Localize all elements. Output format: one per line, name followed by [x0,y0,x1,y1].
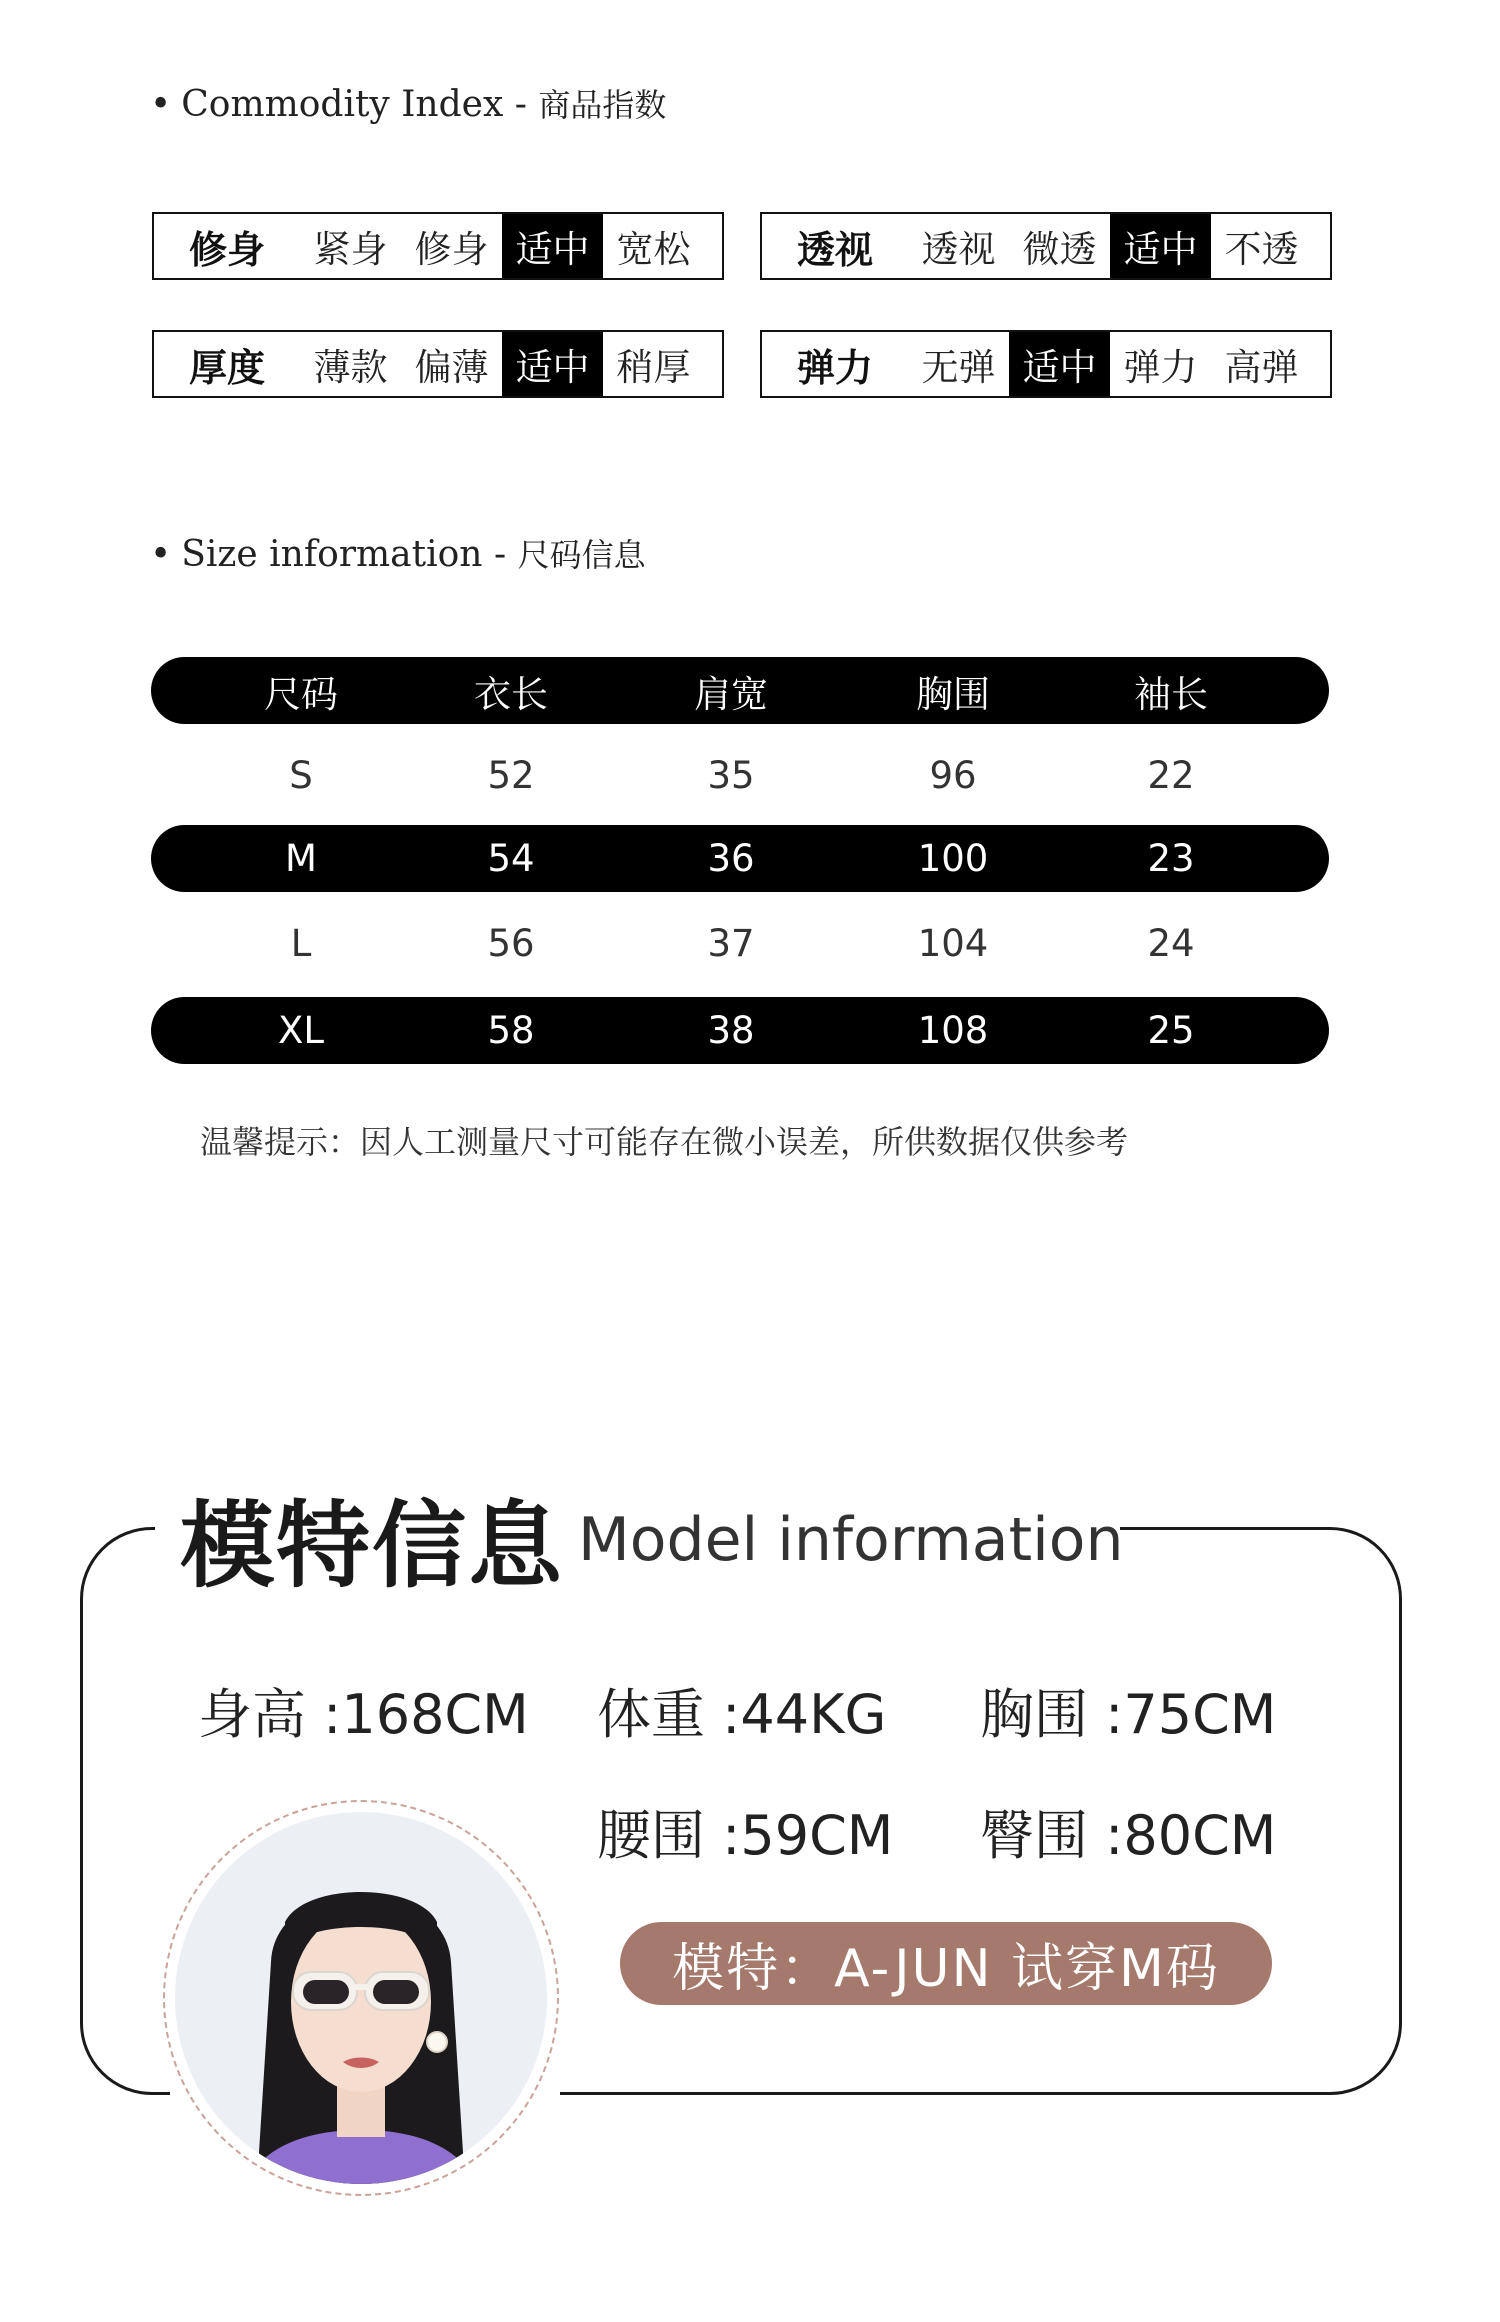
index-option: 高弹 [1224,346,1299,389]
size-cell: S [289,754,313,797]
table-row [151,910,1329,977]
size-cell: 22 [1147,754,1195,797]
size-header-cell: 尺码 [264,672,338,716]
index-thickness-label: 厚度 [188,345,265,390]
table-row [151,997,1329,1064]
model-hip: 臀围 :80CM [980,1804,1277,1867]
size-header-cell: 衣长 [474,672,548,716]
index-option: 不透 [1224,228,1299,271]
size-cell: 96 [929,754,977,797]
size-cell: 35 [707,754,755,797]
size-cell: 52 [487,754,535,797]
index-option: 宽松 [616,228,691,271]
index-fit-label: 修身 [188,227,265,272]
index-option: 薄款 [313,346,388,389]
index-thickness [152,330,724,398]
model-height: 身高 :168CM [198,1683,529,1746]
model-size-tag: 模特：A-JUN 试穿M码 [620,1922,1272,2005]
size-cell: 108 [917,1009,989,1052]
model-waist: 腰围 :59CM [597,1804,894,1867]
index-elasticity-label: 弹力 [796,345,873,390]
size-cell: 24 [1147,922,1195,965]
size-cell: XL [278,1009,324,1052]
size-cell: 56 [487,922,535,965]
index-option-selected: 适中 [502,332,603,396]
table-row [151,825,1329,892]
index-option: 透视 [921,228,996,271]
size-cell: 38 [707,1009,755,1052]
index-transparency [760,212,1332,280]
avatar [175,1812,547,2184]
size-cell: 36 [707,837,755,880]
size-cell: 58 [487,1009,535,1052]
size-cell: 54 [487,837,535,880]
size-cell: L [290,922,312,965]
size-cell: 100 [917,837,989,880]
index-option: 微透 [1022,228,1097,271]
model-portrait-image [175,1812,547,2184]
size-table-header [151,657,1329,724]
index-transparency-label: 透视 [796,227,873,272]
index-option-selected: 适中 [1110,214,1211,278]
size-header-cell: 胸围 [916,672,990,716]
size-cell: 23 [1147,837,1195,880]
model-bust: 胸围 :75CM [980,1683,1277,1746]
size-header-cell: 肩宽 [694,672,768,716]
index-elasticity [760,330,1332,398]
size-cell: 37 [707,922,755,965]
index-fit [152,212,724,280]
index-option: 弹力 [1123,346,1198,389]
model-info-title: 模特信息 [180,1492,565,1601]
model-info-subtitle: Model information [578,1505,1124,1575]
index-option: 偏薄 [414,346,489,389]
size-cell: 104 [917,922,989,965]
size-cell: 25 [1147,1009,1195,1052]
size-info-heading: • Size information - 尺码信息 [150,534,646,575]
table-row [151,742,1329,809]
size-cell: M [285,837,317,880]
index-option: 稍厚 [616,346,691,389]
measurement-note: 温馨提示：因人工测量尺寸可能存在微小误差，所供数据仅供参考 [200,1123,1129,1161]
index-option: 无弹 [921,346,996,389]
index-option: 修身 [414,228,489,271]
model-weight: 体重 :44KG [597,1683,887,1746]
commodity-index-heading: • Commodity Index - 商品指数 [150,84,667,125]
index-option-selected: 适中 [1009,332,1110,396]
index-option-selected: 适中 [502,214,603,278]
size-header-cell: 袖长 [1134,672,1208,716]
index-option: 紧身 [313,228,388,271]
